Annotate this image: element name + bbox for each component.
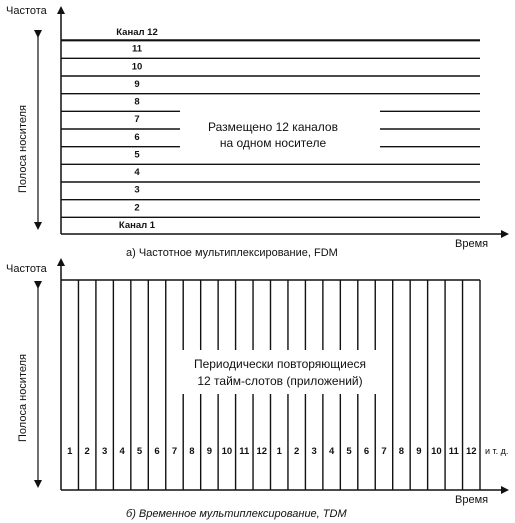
tdm-slot-label: 3 bbox=[311, 446, 317, 457]
fdm-channel-label: 3 bbox=[134, 184, 140, 196]
fdm-channel-label: 9 bbox=[134, 78, 140, 90]
tdm-slot-label: 1 bbox=[67, 446, 73, 457]
tdm-slot-label: 3 bbox=[101, 446, 108, 457]
tdm-y-axis-label: Частота bbox=[6, 263, 47, 275]
tdm-x-axis-label: Время bbox=[455, 494, 489, 506]
fdm-channel-label: 11 bbox=[131, 43, 143, 55]
tdm-slot-label: 4 bbox=[328, 446, 335, 457]
tdm-slot-label: 8 bbox=[189, 446, 195, 457]
tdm-diagram bbox=[6, 262, 508, 520]
tdm-slot-label: 1 bbox=[276, 446, 282, 457]
fdm-center-text-line2: на одном носителе bbox=[219, 136, 327, 150]
tdm-slot-label: 9 bbox=[416, 446, 422, 457]
fdm-channel-label: 5 bbox=[134, 149, 140, 161]
tdm-slot-labels bbox=[67, 446, 476, 457]
tdm-slot-label: 7 bbox=[381, 446, 387, 457]
tdm-slot-label: 11 bbox=[448, 446, 459, 457]
fdm-y-axis-label: Частота bbox=[6, 5, 47, 17]
tdm-slot-label: 5 bbox=[136, 446, 143, 457]
fdm-channel-label: Канал 1 bbox=[118, 220, 156, 231]
tdm-slot-label: 10 bbox=[431, 446, 442, 457]
tdm-slot-label: 7 bbox=[171, 446, 178, 457]
tdm-slot-label: 2 bbox=[84, 446, 90, 457]
fdm-diagram bbox=[6, 5, 505, 259]
fdm-x-axis-label: Время bbox=[455, 238, 489, 250]
fdm-channel-label: Канал 12 bbox=[116, 27, 158, 38]
fdm-channel-label: 10 bbox=[131, 61, 143, 73]
fdm-channel-label: 2 bbox=[134, 202, 140, 214]
fdm-channel-label: 7 bbox=[134, 114, 140, 126]
tdm-slot-label: 6 bbox=[154, 446, 160, 457]
tdm-slot-label: 8 bbox=[398, 446, 405, 457]
tdm-slot-label: 10 bbox=[221, 446, 233, 457]
tdm-slot-label: 11 bbox=[239, 446, 250, 457]
tdm-slot-label: 4 bbox=[119, 446, 125, 457]
tdm-slot-label: 12 bbox=[256, 446, 268, 457]
tdm-caption: б) Временное мультиплексирование, TDM bbox=[126, 508, 347, 520]
fdm-channel-label: 6 bbox=[134, 131, 140, 143]
fdm-channel-label: 4 bbox=[134, 167, 140, 179]
tdm-slot-label: 9 bbox=[206, 446, 213, 457]
tdm-slot-label: 2 bbox=[294, 446, 300, 457]
fdm-band-label: Полоса носителя bbox=[17, 105, 29, 193]
fdm-caption: а) Частотное мультиплексирование, FDM bbox=[126, 247, 338, 259]
tdm-etc-label: и т. д. bbox=[485, 446, 509, 456]
tdm-slot-label: 6 bbox=[363, 446, 370, 457]
tdm-center-text-line2: 12 тайм-слотов (приложений) bbox=[197, 374, 363, 388]
tdm-center-text-line1: Периодически повторяющиеся bbox=[193, 357, 367, 371]
tdm-slot-label: 5 bbox=[346, 446, 352, 457]
tdm-band-label: Полоса носителя bbox=[17, 354, 29, 442]
fdm-center-text-line1: Размещено 12 каналов bbox=[208, 120, 338, 134]
fdm-channel-label: 8 bbox=[134, 96, 140, 108]
tdm-slot-label: 12 bbox=[465, 446, 477, 457]
